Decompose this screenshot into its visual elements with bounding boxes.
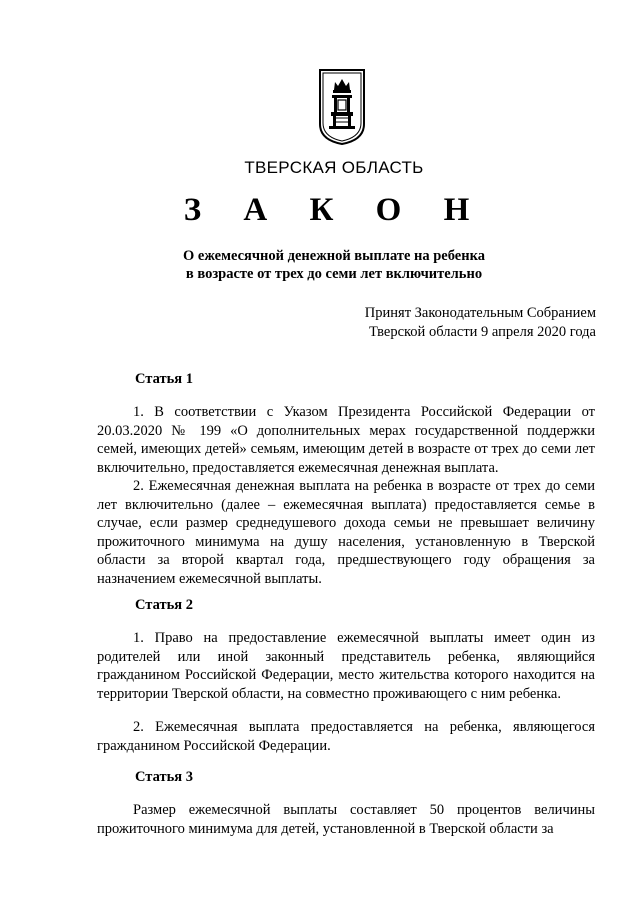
law-subtitle-line1: О ежемесячной денежной выплате на ребенка [183,248,485,264]
adoption-note [365,304,596,341]
law-subtitle [0,247,640,283]
document-type-title: З А К О Н [183,192,487,228]
region-name: ТВЕРСКАЯ ОБЛАСТЬ [244,158,424,177]
adoption-note-line2: Тверской области 9 апреля 2020 года [368,323,596,340]
article-3-heading: Статья 3 [135,769,193,785]
article-1-paragraph-2: 2. Ежемесячная денежная выплата на ребенка в возрасте от трех до семи лет включительно (далее – ежемесячная выплата) предоставляется семье в случае, если размер среднедушевого дохода семьи не превышает величину прожиточного минимума на душу населения, установленную в Тверской области за второй квартал года, предшествующего году обращения за назначением ежемесячной выплаты. [97,478,595,587]
article-3-paragraph-1: Размер ежемесячной выплаты составляет 50 процентов величины прожиточного минимума для детей, установленной в Тверской области за [97,802,595,837]
article-2-paragraph-1: 1. Право на предоставление ежемесячной выплаты имеет один из родителей или иной законный представитель ребенка, являющийся гражданином Российской Федерации, место жительства которого находится на территории Тверской области, на совместно проживающего с ним ребенка. [97,630,595,702]
adoption-note-line1: Принят Законодательным Собранием [364,305,596,321]
article-1-paragraph-1: 1. В соответствии с Указом Президента Российской Федерации от 20.03.2020 № 199 «О дополнительных мерах государственной поддержки семей, имеющих детей» семьям, имеющим детей в возрасте от трех до семи лет включительно, предоставляется ежемесячная денежная выплата. [97,404,595,476]
law-subtitle-line2: в возрасте от трех до семи лет включительно [185,266,483,282]
article-1-heading: Статья 1 [135,371,193,387]
tver-coat-of-arms-icon [318,68,366,146]
article-2-paragraph-2: 2. Ежемесячная выплата предоставляется на ребенка, являющегося гражданином Российской Федерации. [97,719,595,754]
article-2-heading: Статья 2 [135,597,193,613]
